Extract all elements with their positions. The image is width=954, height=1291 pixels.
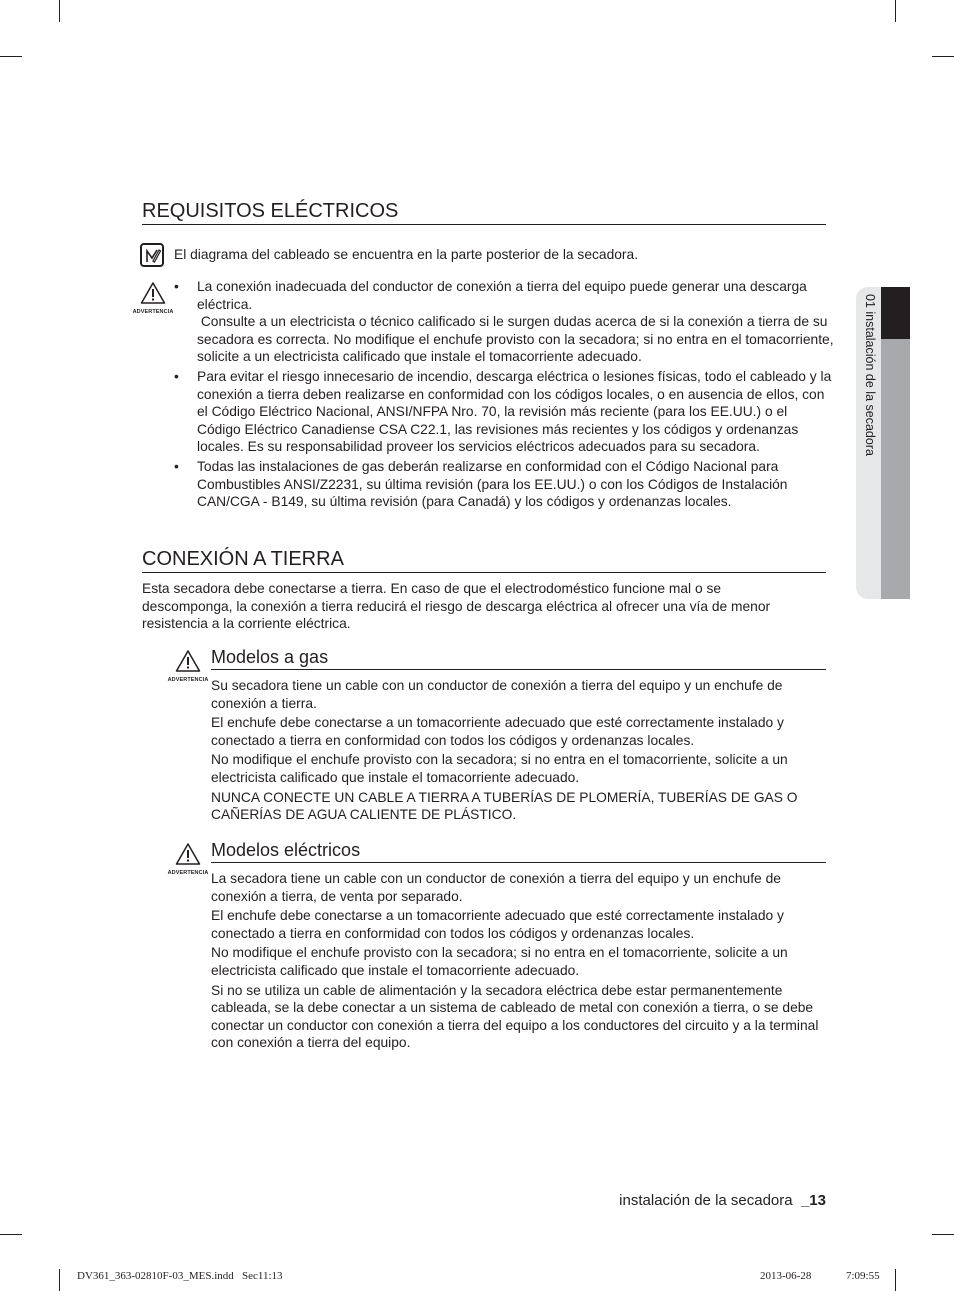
print-date: 2013-06-28 xyxy=(760,1270,812,1282)
note-row xyxy=(140,243,830,269)
paragraph: La secadora tiene un cable con un conductor de conexión a tierra del equipo y un enchufe de conexión a tierra, de venta por separado. xyxy=(211,871,781,904)
bullet-text: • Para evitar el riesgo innecesario de incendio, descarga eléctrica o lesiones físicas, todo el cableado y la conexión a tierra deben realizarse en conformidad con los códigos locales, o en ausencia de ellos, con el Código Eléctrico Nacional, ANSI/NFPA Nro. 70, la revisión más reciente (para los EE.UU.) o el Código Eléctrico Canadiense CSA C22.1, las revisiones más recientes y los códigos y ordenanzas locales. Es su responsabilidad proveer los servicios eléctricos adecuados para su secadora. xyxy=(197,368,832,455)
warning-label: ADVERTENCIA xyxy=(167,677,209,683)
footer-section: instalación de la secadora xyxy=(619,1192,793,1209)
paragraph: NUNCA CONECTE UN CABLE A TIERRA A TUBERÍAS DE PLOMERÍA, TUBERÍAS DE GAS O CAÑERÍAS DE AGUA CALIENTE DE PLÁSTICO. xyxy=(211,789,798,823)
chapter-tab-label: 01 instalación de la secadora xyxy=(863,294,877,456)
warning-triangle-icon xyxy=(175,842,201,866)
bullet-text: • Todas las instalaciones de gas deberán realizarse en conformidad con el Código Nacional para Combustibles ANSI/Z2231, su última revisión (para los EE.UU.) o con los Códigos de Instalación CAN/CGA - B149, su última revisión (para Canadá) y los códigos y ordenanzas locales. xyxy=(197,458,788,510)
list-item xyxy=(174,458,834,511)
print-file-info: DV361_363-02810F-03_MES.indd Sec11:13 xyxy=(77,1270,283,1282)
warning-label: ADVERTENCIA xyxy=(167,870,209,876)
subsection-title-gas: Modelos a gas xyxy=(211,646,826,670)
warning-badge xyxy=(166,649,210,683)
paragraph: Si no se utiliza un cable de alimentación y la secadora eléctrica debe estar permanentemente cableada, se la debe conectar a un sistema de cableado de metal con conexión a tierra, o se debe conectar un conductor con conexión a tierra del equipo a los conductores del circuito y a la terminal con conexión a tierra del equipo. xyxy=(211,982,819,1051)
crop-mark xyxy=(0,56,22,57)
warning-triangle-icon xyxy=(140,281,166,305)
gas-models-body xyxy=(211,677,823,826)
electric-models-body xyxy=(211,870,823,1054)
page-number: _13 xyxy=(800,1192,826,1209)
bullet-text: • La conexión inadecuada del conductor de conexión a tierra del equipo puede generar una descarga eléctrica. xyxy=(197,279,807,312)
note-text: El diagrama del cableado se encuentra en la parte posterior de la secadora. xyxy=(174,247,639,262)
crop-mark xyxy=(932,56,954,57)
crop-mark xyxy=(0,1234,22,1235)
warning-label: ADVERTENCIA xyxy=(132,309,174,315)
intro-paragraph: Esta secadora debe conectarse a tierra. En caso de que el electrodoméstico funcione mal o se descomponga, la conexión a tierra reducirá el riesgo de descarga eléctrica al ofrecer una vía de menor resistencia a la corriente eléctrica. xyxy=(142,581,771,632)
paragraph: El enchufe debe conectarse a un tomacorriente adecuado que esté correctamente instalado y conectado a tierra en conformidad con todos los códigos y ordenanzas locales. xyxy=(211,715,784,748)
section-title-conexion: CONEXIÓN A TIERRA xyxy=(142,547,826,573)
paragraph: No modifique el enchufe provisto con la secadora; si no entra en el tomacorriente, solicite a un electricista calificado que instale el tomacorriente adecuado. xyxy=(211,752,788,785)
print-time: 7:09:55 xyxy=(846,1270,880,1282)
crop-mark xyxy=(932,1234,954,1235)
note-pencil-icon xyxy=(140,243,164,267)
warning-triangle-icon xyxy=(175,649,201,673)
crop-mark xyxy=(895,1269,896,1291)
warning-bullet-list xyxy=(174,278,838,513)
list-item xyxy=(174,278,838,366)
crop-mark xyxy=(895,0,896,22)
bullet-text: Consulte a un electricista o técnico calificado si le surgen dudas acerca de si la conexión a tierra de su secadora es correcta. No modifique el enchufe provisto con la secadora; si no entra en el tomacorriente, solicite a un electricista calificado que instale el tomacorriente adecuado. xyxy=(197,314,838,365)
chapter-tab-marker xyxy=(881,287,910,339)
chapter-tab-bar xyxy=(881,339,910,599)
crop-mark xyxy=(59,0,60,22)
section-title-requisitos: REQUISITOS ELÉCTRICOS xyxy=(142,199,826,225)
subsection-title-electric: Modelos eléctricos xyxy=(211,839,826,863)
paragraph: El enchufe debe conectarse a un tomacorriente adecuado que esté correctamente instalado y conectado a tierra en conformidad con todos los códigos y ordenanzas locales. xyxy=(211,908,784,941)
paragraph: No modifique el enchufe provisto con la secadora; si no entra en el tomacorriente, solicite a un electricista calificado que instale el tomacorriente adecuado. xyxy=(211,945,788,978)
page-footer xyxy=(619,1192,826,1209)
warning-badge xyxy=(166,842,210,876)
paragraph: Su secadora tiene un cable con un conductor de conexión a tierra del equipo y un enchufe de conexión a tierra. xyxy=(211,678,783,711)
warning-badge xyxy=(131,281,175,315)
crop-mark xyxy=(59,1269,60,1291)
list-item xyxy=(174,368,834,456)
